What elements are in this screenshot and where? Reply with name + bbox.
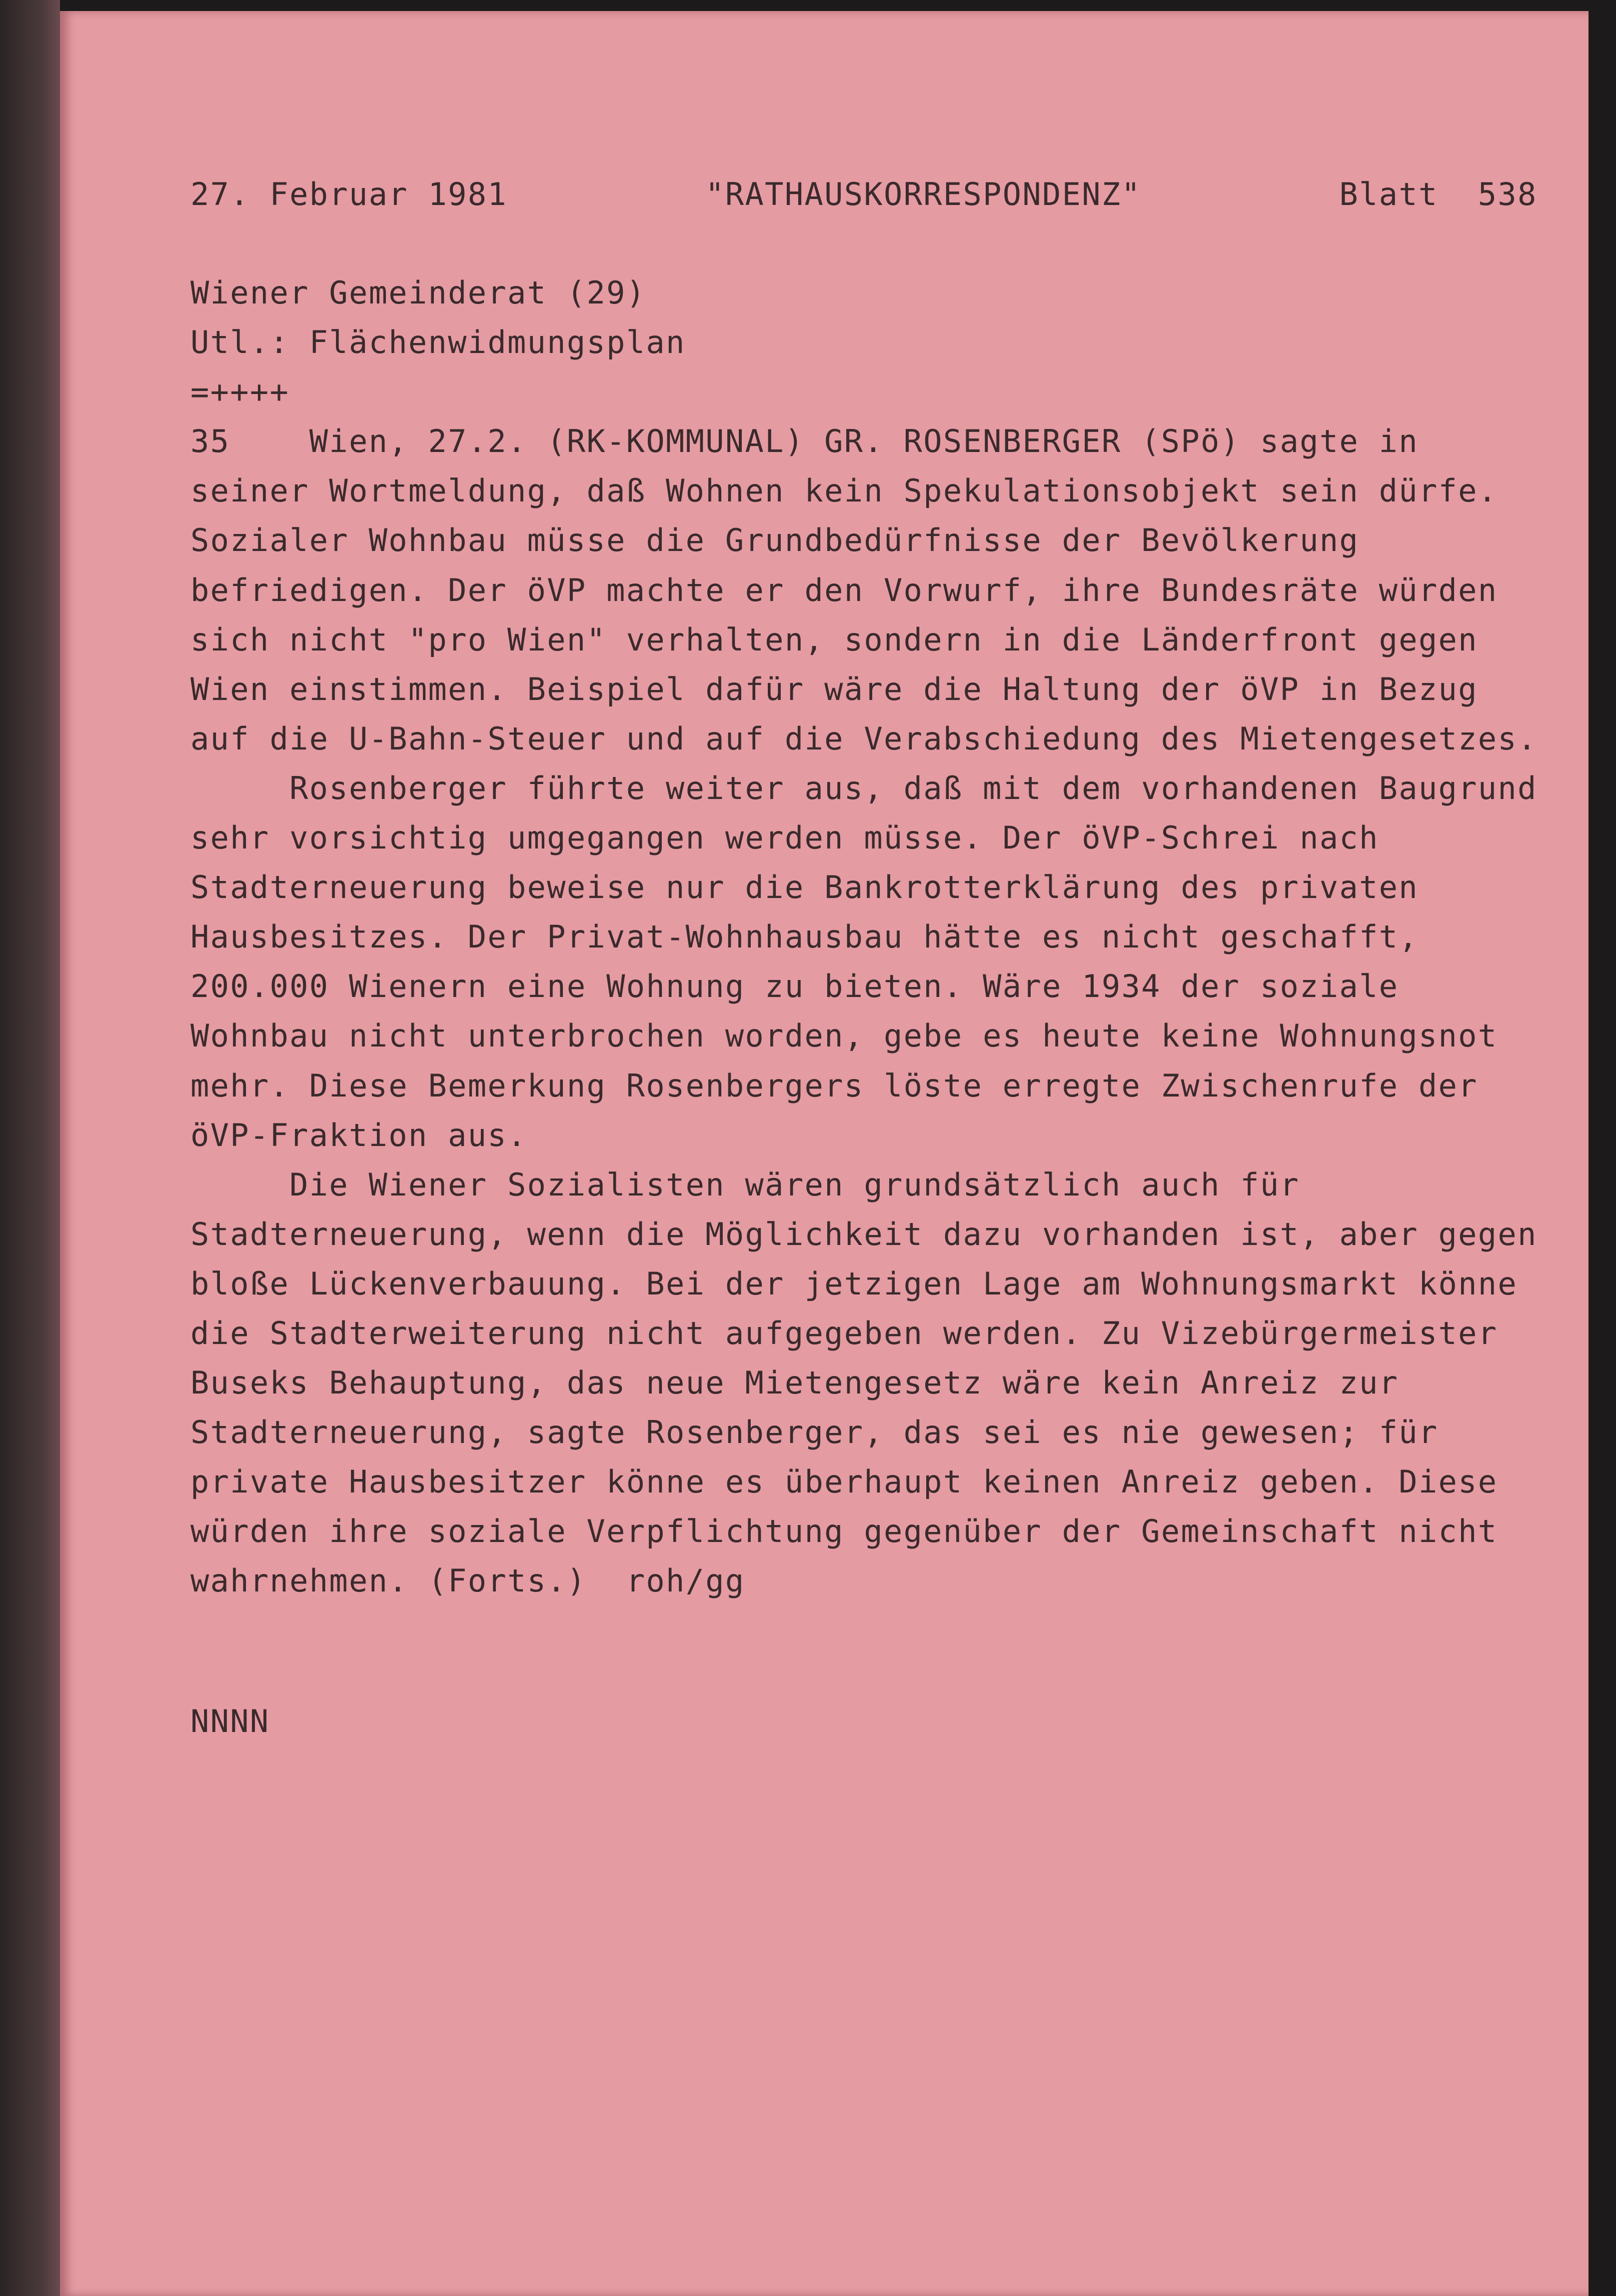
article-text-line: Sozialer Wohnbau müsse die Grundbedürfnisse der Bevölkerung	[190, 522, 1360, 559]
book-binding-edge	[0, 0, 60, 2296]
article-text-line: 35 Wien, 27.2. (RK-KOMMUNAL) GR. ROSENBERGER (SPö) sagte in	[190, 423, 1419, 460]
article-text-line: öVP-Fraktion aus.	[190, 1116, 527, 1154]
page-header: 27. Februar 1981 "RATHAUSKORRESPONDENZ" Blatt 538	[190, 176, 1538, 212]
article-heading-line: =++++	[190, 374, 290, 410]
article-text-line: Stadterneuerung, wenn die Möglichkeit dazu vorhanden ist, aber gegen	[190, 1216, 1538, 1252]
article-heading-line: Wiener Gemeinderat (29)	[190, 274, 646, 311]
article-text-line: sich nicht "pro Wien" verhalten, sondern in die Länderfront gegen	[190, 621, 1478, 658]
article-text-line: 200.000 Wienern eine Wohnung zu bieten. Wäre 1934 der soziale	[190, 968, 1399, 1005]
article-text-line: private Hausbesitzer könne es überhaupt keinen Anreiz geben. Diese	[190, 1464, 1498, 1500]
article-text-line: Stadterneuerung, sagte Rosenberger, das sei es nie gewesen; für	[190, 1414, 1439, 1451]
article-text-line: würden ihre soziale Verpflichtung gegenüber der Gemeinschaft nicht	[190, 1513, 1498, 1550]
article-heading-line: Utl.: Flächenwidmungsplan	[190, 324, 686, 361]
article-text-line: Wohnbau nicht unterbrochen worden, gebe es heute keine Wohnungsnot	[190, 1018, 1498, 1054]
article-text-line: die Stadterweiterung nicht aufgegeben werden. Zu Vizebürgermeister	[190, 1314, 1498, 1352]
article-text-line: befriedigen. Der öVP machte er den Vorwurf, ihre Bundesräte würden	[190, 572, 1498, 608]
article-text-line: bloße Lückenverbauung. Bei der jetzigen Lage am Wohnungsmarkt könne	[190, 1265, 1518, 1302]
article-text-line: Rosenberger führte weiter aus, daß mit dem vorhandenen Baugrund	[190, 770, 1538, 806]
article-text-line: wahrnehmen. (Forts.) roh/gg	[190, 1562, 745, 1600]
article-text-line: Stadterneuerung beweise nur die Bankrotterklärung des privaten	[190, 869, 1419, 906]
article-text-line: Buseks Behauptung, das neue Mietengesetz wäre kein Anreiz zur	[190, 1364, 1399, 1402]
end-marker: NNNN	[190, 1703, 270, 1740]
article-text-line: Wien einstimmen. Beispiel dafür wäre die Haltung der öVP in Bezug	[190, 670, 1478, 708]
article-text-line: mehr. Diese Bemerkung Rosenbergers löste erregte Zwischenrufe der	[190, 1067, 1478, 1104]
article-body	[190, 273, 1538, 1611]
article-text-line: Die Wiener Sozialisten wären grundsätzlich auch für	[190, 1166, 1300, 1203]
article-text-line: sehr vorsichtig umgegangen werden müsse. Der öVP-Schrei nach	[190, 820, 1379, 856]
typewritten-text	[190, 0, 1538, 1740]
article-text-line: Hausbesitzes. Der Privat-Wohnhausbau hätte es nicht geschafft,	[190, 918, 1419, 956]
article-text-line: auf die U-Bahn-Steuer und auf die Verabschiedung des Mietengesetzes.	[190, 720, 1538, 757]
article-text-line: seiner Wortmeldung, daß Wohnen kein Spekulationsobjekt sein dürfe.	[190, 472, 1498, 510]
